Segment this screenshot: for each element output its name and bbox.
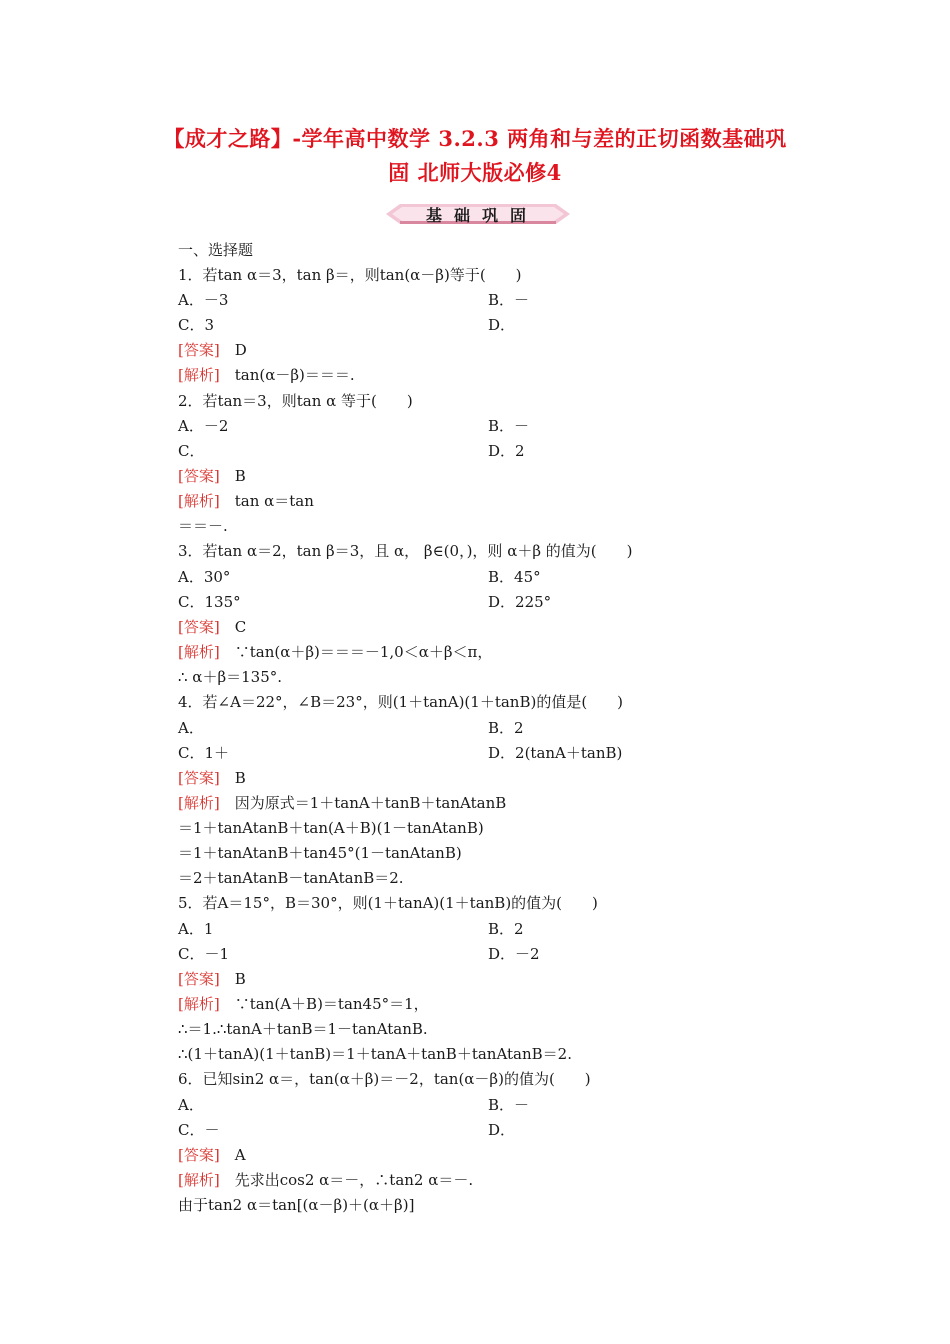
q2-analysis-2: ＝＝－. [178,517,228,535]
question-3-stem: 3．若tan α＝2，tan β＝3，且 α， β∈(0，)，则 α＋β 的值为( ) [178,542,633,560]
q4-analysis-4: ＝2＋tanAtanB－tanAtanB＝2. [178,869,404,887]
q6-option-d: D． [488,1121,516,1139]
analysis-tag: [解析] [178,1171,220,1189]
q4-analysis-2: ＝1＋tanAtanB＋tan(A＋B)(1－tanAtanB) [178,819,484,837]
answer-tag: [答案] [178,341,220,359]
q4-analysis-3: ＝1＋tanAtanB＋tan45°(1－tanAtanB) [178,844,462,862]
q1-option-a: A．－3 [178,291,229,309]
q5-option-d: D．－2 [488,945,540,963]
q4-option-d: D．2(tanA＋tanB) [488,744,623,762]
q6-analysis-1: 先求出cos2 α＝－，∴tan2 α＝－. [234,1171,474,1189]
q5-answer-row [178,969,246,989]
analysis-tag: [解析] [178,366,220,384]
q5-option-b: B．2 [488,920,524,938]
q5-answer: B [234,970,246,988]
q3-analysis-1: ∵tan(α＋β)＝＝＝－1,0＜α＋β＜π， [234,643,493,661]
q5-analysis-3: ∴(1＋tanA)(1＋tanB)＝1＋tanA＋tanB＋tanAtanB＝2. [178,1045,572,1063]
answer-tag: [答案] [178,618,220,636]
q2-analysis-1: tan α＝tan [234,492,314,510]
q3-option-c: C．135° [178,593,241,611]
q3-answer: C [234,618,247,636]
q6-analysis-2: 由于tan2 α＝tan[(α－β)＋(α＋β)] [178,1196,415,1214]
q2-option-d: D．2 [488,442,525,460]
question-6-stem: 6．已知sin2 α＝，tan(α＋β)＝－2，tan(α－β)的值为( ) [178,1070,591,1088]
q2-option-c: C． [178,442,205,460]
q5-analysis-2: ∴＝1.∴tanA＋tanB＝1－tanAtanB. [178,1020,428,1038]
analysis-tag: [解析] [178,643,220,661]
question-4-stem: 4．若∠A＝22°，∠B＝23°，则(1＋tanA)(1＋tanB)的值是( ) [178,693,624,711]
q1-option-d: D． [488,316,516,334]
answer-tag: [答案] [178,769,220,787]
q3-option-a: A．30° [178,568,231,586]
document-title-line-1: 【成才之路】-学年高中数学 3.2.3 两角和与差的正切函数基础巩 [163,126,787,151]
answer-tag: [答案] [178,970,220,988]
document-title-line-2: 固 北师大版必修4 [388,160,562,185]
q1-analysis-1: tan(α－β)＝＝＝. [234,366,355,384]
analysis-tag: [解析] [178,492,220,510]
q1-analysis-row [178,365,355,385]
answer-tag: [答案] [178,1146,220,1164]
q5-analysis-1: ∵tan(A＋B)＝tan45°＝1， [234,995,429,1013]
q4-answer: B [234,769,246,787]
q3-answer-row [178,617,246,637]
q6-option-c: C．－ [178,1121,220,1139]
banner-label: 基础巩固 [425,206,538,225]
analysis-tag: [解析] [178,794,220,812]
question-1-stem: 1．若tan α＝3，tan β＝，则tan(α－β)等于( ) [178,266,522,284]
q6-answer-row [178,1145,246,1165]
q4-option-b: B．2 [488,719,524,737]
q3-option-d: D．225° [488,593,552,611]
q6-analysis-row [178,1170,473,1190]
q6-option-a: A． [178,1096,204,1114]
question-5-stem: 5．若A＝15°，B＝30°，则(1＋tanA)(1＋tanB)的值为( ) [178,894,598,912]
q6-option-b: B．－ [488,1096,530,1114]
q2-answer: B [234,467,246,485]
q1-answer-row [178,340,247,360]
q4-analysis-row [178,793,506,813]
analysis-tag: [解析] [178,995,220,1013]
q1-option-b: B．－ [488,291,530,309]
q4-answer-row [178,768,246,788]
answer-tag: [答案] [178,467,220,485]
q3-analysis-2: ∴ α＋β＝135°. [178,668,283,686]
q2-option-b: B．－ [488,417,530,435]
q4-option-c: C．1＋ [178,744,230,762]
q2-analysis-row [178,491,314,511]
question-2-stem: 2．若tan＝3，则tan α 等于( ) [178,392,413,410]
q1-answer: D [234,341,247,359]
q4-option-a: A． [178,719,204,737]
section-banner [386,202,570,226]
q2-answer-row [178,466,246,486]
q4-analysis-1: 因为原式＝1＋tanA＋tanB＋tanAtanB [234,794,507,812]
q5-option-c: C．－1 [178,945,230,963]
section-heading: 一、选择题 [178,241,254,259]
q2-option-a: A．－2 [178,417,229,435]
q5-option-a: A．1 [178,920,214,938]
q1-option-c: C．3 [178,316,215,334]
q3-analysis-row [178,642,492,662]
q3-option-b: B．45° [488,568,541,586]
q5-analysis-row [178,994,429,1014]
q6-answer: A [234,1146,246,1164]
